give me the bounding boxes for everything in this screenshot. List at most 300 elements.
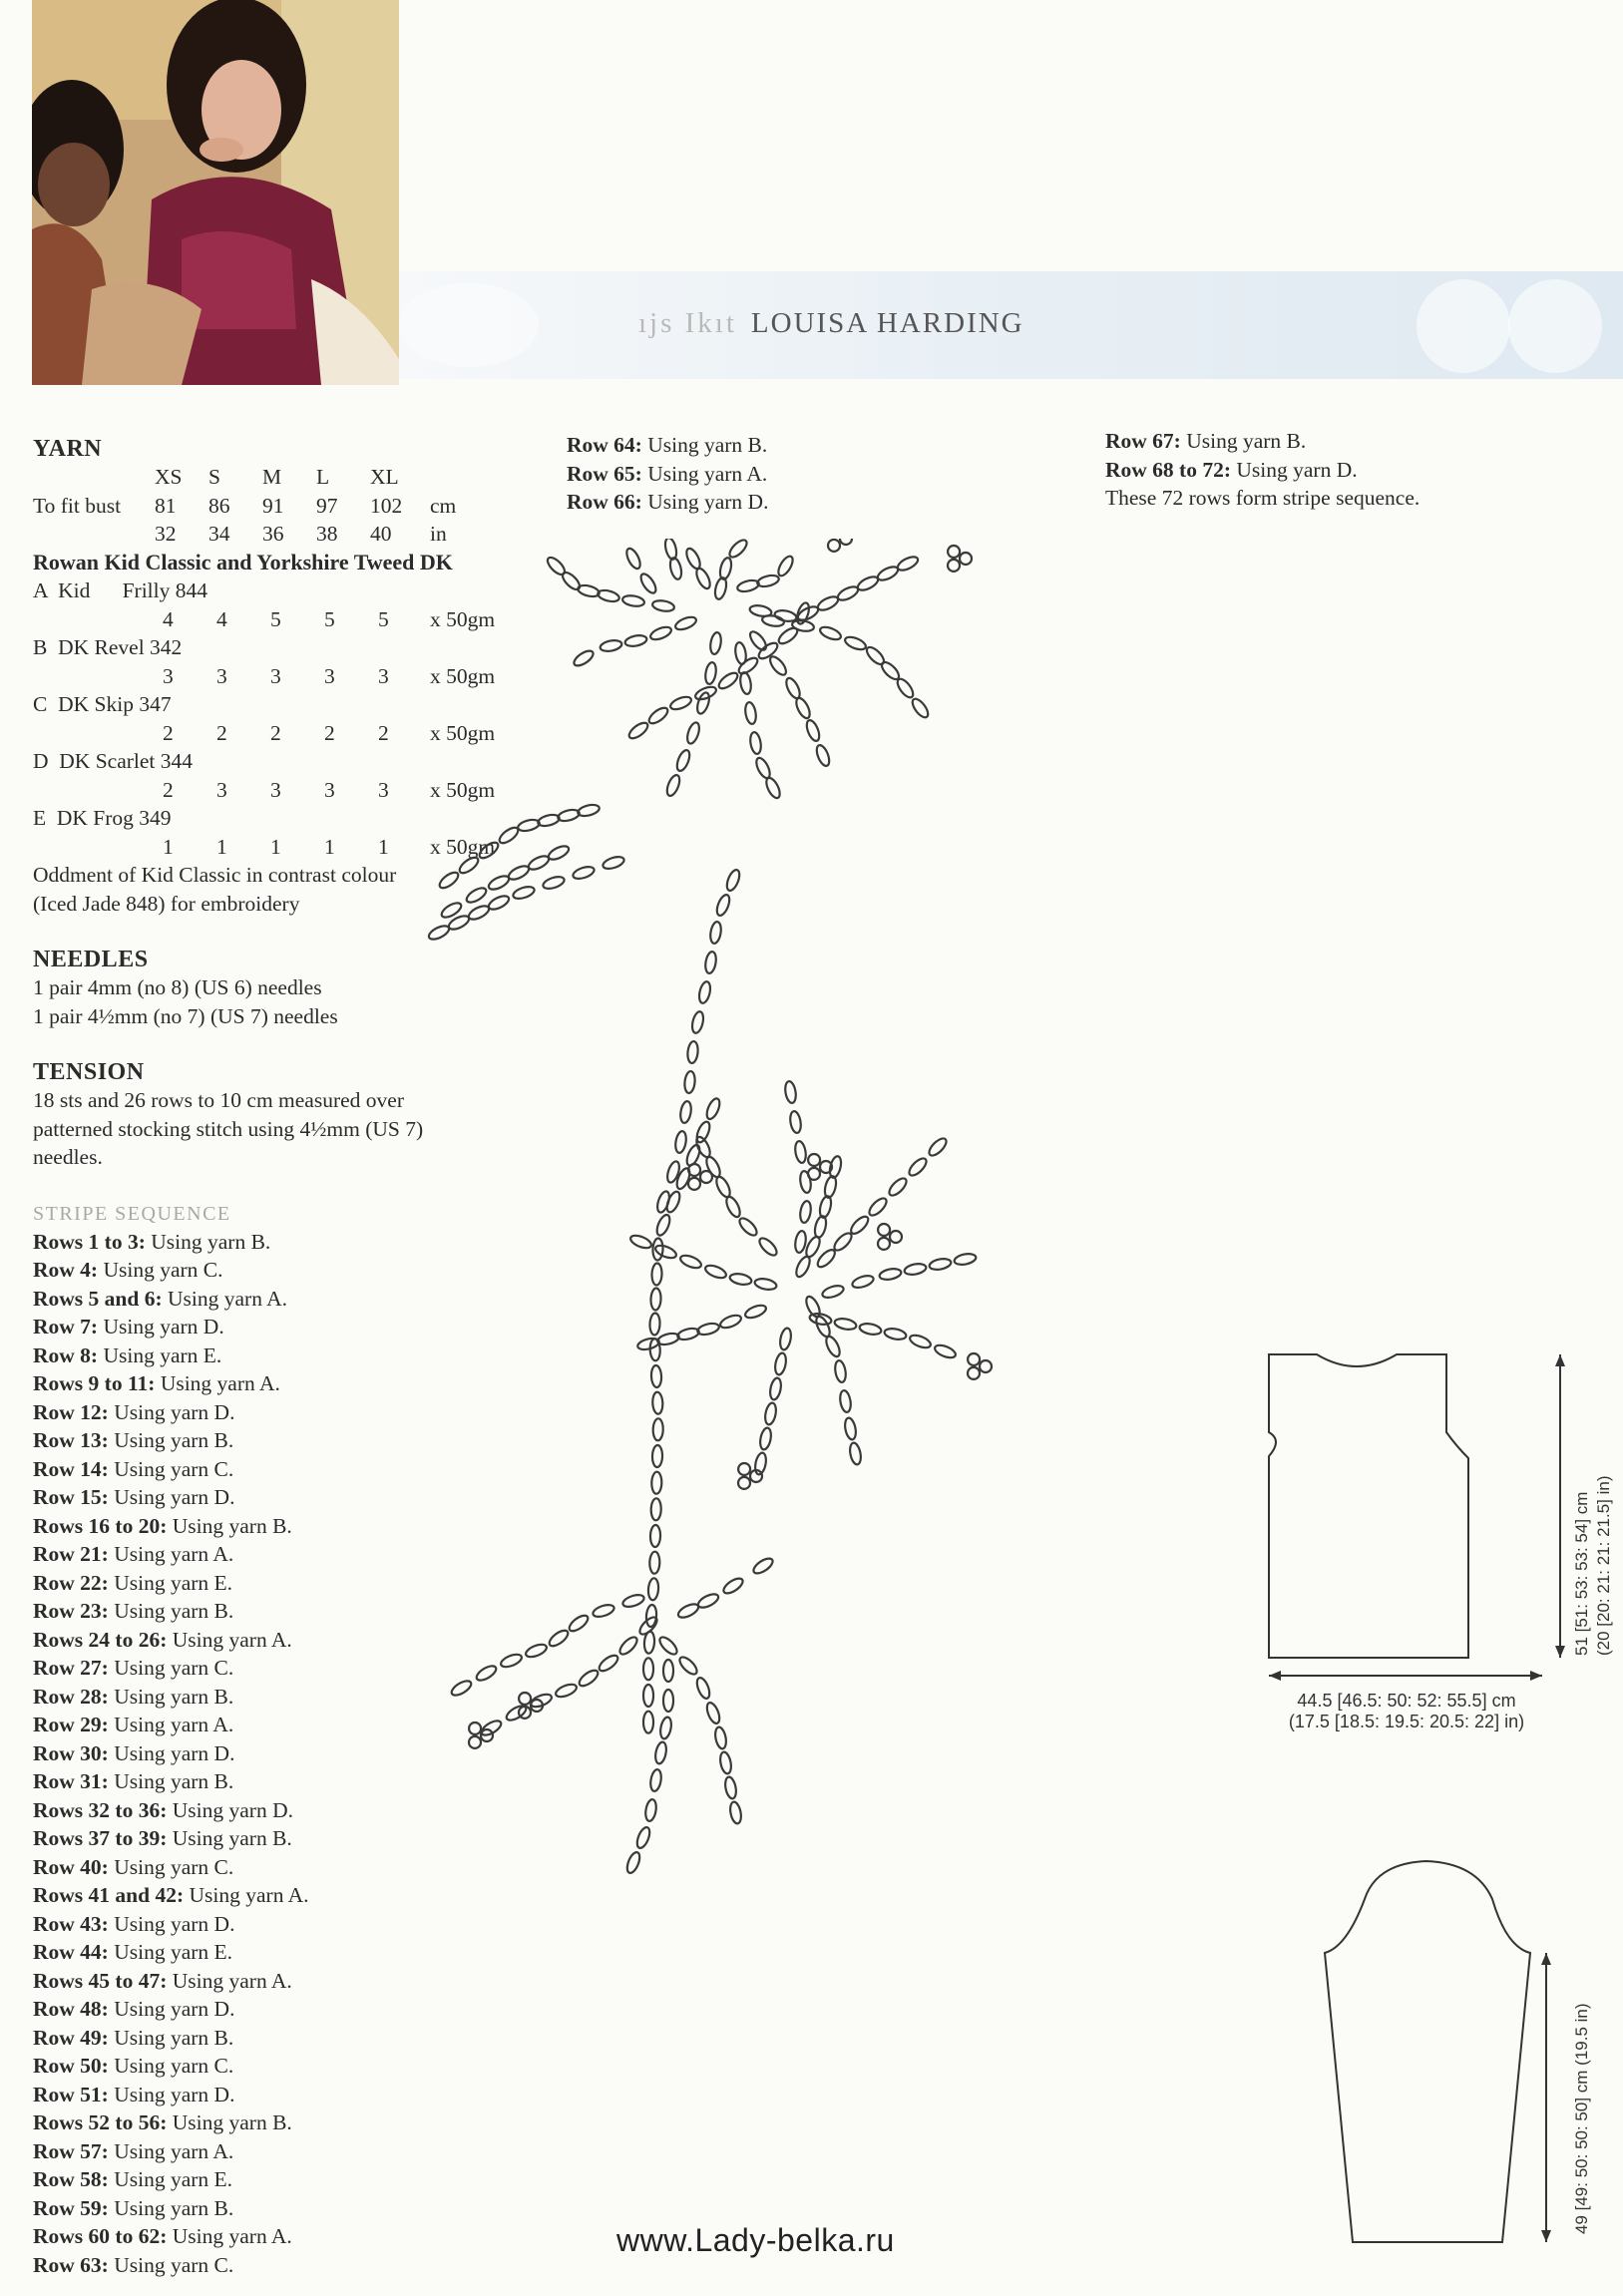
embroidery-stitch [816, 594, 840, 613]
embroidery-stitch [848, 1214, 871, 1237]
stripe-row-yarn: Using yarn B. [108, 1599, 234, 1623]
oddment-line: Oddment of Kid Classic in contrast colour [33, 863, 397, 887]
stripe-row-label: Row 50: [33, 2054, 109, 2078]
embroidery-stitch [737, 1216, 760, 1239]
embroidery-bud [469, 1722, 481, 1734]
body-height-cm: 51 [51: 53: 53: 54] cm [1572, 1491, 1591, 1656]
embroidery-stitch [651, 1472, 662, 1494]
embroidery-stitch [524, 1642, 548, 1659]
embroidery-stitch [547, 844, 571, 863]
embroidery-stitch [547, 1628, 571, 1649]
stripe-row-yarn: Using yarn B. [108, 2025, 234, 2050]
bust-cm-row [33, 492, 532, 521]
embroidery-stitch [927, 1136, 950, 1159]
needles-line: 1 pair 4½mm (no 7) (US 7) needles [33, 1003, 338, 1028]
stripe-row-yarn: Using yarn A. [108, 1713, 234, 1736]
stripe-row [33, 2251, 532, 2280]
embroidery-stitch [757, 1236, 780, 1259]
stripe-row-yarn: Using yarn A. [641, 461, 768, 486]
stripe-row-yarn: Using yarn B. [167, 2110, 292, 2134]
yarn-heading: YARN [33, 436, 103, 462]
tension-line: patterned stocking stitch using 4½mm (US 7) [33, 1116, 424, 1141]
yarn-quantity: 3 [163, 663, 174, 688]
embroidery-stitch [653, 1243, 677, 1260]
stripe-row [1105, 456, 1420, 485]
embroidery-stitch [664, 1190, 682, 1214]
stripe-row-yarn: Using yarn C. [108, 2252, 234, 2277]
yarn-quantity: 3 [216, 663, 227, 688]
designer-title [638, 307, 1024, 340]
stripe-summary: These 72 rows form stripe sequence. [1105, 486, 1420, 510]
stripe-row-label: Row 40: [33, 1854, 109, 1879]
stripe-row-yarn: Using yarn A. [108, 1542, 234, 1566]
embroidery-stitch [649, 1313, 660, 1335]
embroidery-stitch [784, 676, 803, 700]
stripe-row-label: Row 23: [33, 1599, 109, 1623]
yarn-unit: x 50gm [430, 663, 496, 688]
embroidery-stitch [768, 1377, 782, 1401]
stripe-row-yarn: Using yarn D. [108, 1997, 235, 2021]
stripe-row-yarn: Using yarn E. [108, 1940, 233, 1964]
body-width-in: (17.5 [18.5: 19.5: 20.5: 22] in) [1288, 1712, 1525, 1731]
embroidery-stitch [624, 633, 648, 647]
embroidery-stitch [704, 1701, 721, 1724]
stripe-row-yarn: Using yarn A. [167, 1968, 292, 1993]
embroidery-stitch [678, 1253, 702, 1270]
embroidery-stitch [467, 904, 491, 923]
stripe-row-label: Row 21: [33, 1542, 109, 1566]
stripe-row-label: Row 15: [33, 1485, 109, 1509]
embroidery-stitch [818, 1195, 833, 1219]
embroidery-stitch [799, 1200, 812, 1223]
embroidery-stitch [709, 921, 722, 944]
stripe-row-label: Row 57: [33, 2138, 109, 2163]
embroidery-stitch [904, 1262, 928, 1276]
oddment-line: (Iced Jade 848) for embroidery [33, 891, 300, 916]
embroidery-stitch [643, 1658, 653, 1680]
embroidery-stitch [839, 1389, 852, 1412]
stripe-rows-mid [567, 431, 768, 517]
embroidery-stitch [729, 1272, 753, 1286]
yarn-quantity: 1 [324, 834, 335, 859]
embroidery-stitch [910, 696, 931, 720]
embroidery-stitch [739, 671, 752, 694]
embroidery-stitch [804, 718, 821, 742]
embroidery-stitch [694, 1676, 711, 1700]
embroidery-bud [469, 1736, 481, 1748]
embroidery-stitch [843, 1417, 857, 1441]
embroidery-stitch [572, 648, 596, 669]
size-label: S [208, 465, 220, 489]
embroidery-stitch [597, 1653, 620, 1674]
embroidery-stitch [487, 874, 511, 893]
stripe-row-yarn: Using yarn B. [108, 1684, 234, 1709]
embroidery-stitch [832, 1231, 855, 1254]
embroidery-stitch [644, 1798, 657, 1821]
model-photo [32, 0, 399, 385]
site-footer-url[interactable]: www.Lady-belka.ru [616, 2222, 895, 2258]
yarn-quantity: 2 [270, 720, 281, 745]
embroidery-stitch [859, 1322, 883, 1336]
embroidery-stitch [821, 1284, 845, 1300]
embroidery-stitch [718, 1313, 742, 1330]
yarn-quantity: 3 [324, 663, 335, 688]
yarn-quantity: 1 [163, 834, 174, 859]
embroidery-stitch [773, 1352, 787, 1376]
embroidery-stitch [694, 1135, 713, 1159]
embroidery-stitch [876, 565, 900, 583]
embroidery-stitch [813, 1215, 828, 1239]
embroidery-bud [738, 1477, 750, 1489]
embroidery-stitch [879, 1267, 903, 1281]
bust-value: 36 [262, 522, 284, 546]
embroidery-stitch [696, 1592, 720, 1611]
embroidery-stitch [734, 641, 747, 664]
stripe-row-label: Row 65: [567, 461, 642, 486]
body-width-label [1257, 1691, 1556, 1732]
embroidery-stitch [836, 584, 860, 603]
embroidery-stitch [464, 886, 488, 906]
yarn-colour-label: B DK Revel 342 [33, 635, 183, 659]
stripe-row-label: Row 66: [567, 490, 642, 514]
stripe-row-label: Row 27: [33, 1656, 109, 1680]
stripe-row-label: Row 8: [33, 1342, 99, 1367]
embroidery-stitch [643, 1712, 653, 1733]
stripe-row-yarn: Using yarn E. [108, 2167, 233, 2191]
embroidery-stitch [778, 1328, 792, 1351]
embroidery-stitch [487, 894, 511, 913]
stripe-row-label: Rows 37 to 39: [33, 1826, 168, 1850]
embroidery-stitch [477, 840, 501, 861]
embroidery-stitch [884, 1327, 908, 1340]
embroidery-stitch [572, 865, 596, 881]
embroidery-stitch [652, 1238, 663, 1260]
bust-value: 102 [370, 493, 403, 518]
embroidery-stitch [679, 1100, 692, 1123]
stripe-row-label: Row 64: [567, 433, 642, 457]
yarn-colour-label: A Kid Frilly 844 [33, 578, 208, 602]
embroidery-bud [828, 540, 840, 552]
embroidery-stitch [643, 1685, 653, 1707]
embroidery-stitch [527, 854, 551, 873]
embroidery-stitch [668, 694, 692, 711]
embroidery-stitch [828, 1155, 843, 1179]
embroidery-stitch [789, 1110, 802, 1133]
embroidery-stitch [647, 1578, 659, 1601]
yarn-colour-label: E DK Frog 349 [33, 806, 172, 830]
embroidery-bud [980, 1360, 992, 1372]
stripe-row-yarn: Using yarn D. [108, 1399, 235, 1424]
embroidery-bud [700, 1171, 712, 1183]
yarn-unit: x 50gm [430, 834, 496, 859]
bust-unit: in [430, 522, 447, 546]
yarn-unit: x 50gm [430, 606, 496, 631]
embroidery-stitch [676, 1602, 700, 1621]
stripe-row-label: Rows 41 and 42: [33, 1883, 185, 1907]
embroidery-stitch [545, 555, 568, 577]
embroidery-stitch [684, 547, 703, 571]
yarn-colour-label: C DK Skip 347 [33, 692, 172, 716]
embroidery-stitch [704, 951, 717, 973]
yarn-quantity: 1 [216, 834, 227, 859]
stripe-row [33, 2222, 532, 2251]
embroidery-stitch [736, 655, 760, 676]
yarn-quantity: 2 [163, 777, 174, 802]
bust-unit: cm [430, 493, 457, 518]
embroidery-stitch [929, 1257, 953, 1271]
yarn-quantity: 2 [163, 720, 174, 745]
stripe-row-yarn: Using yarn A. [167, 2224, 292, 2248]
size-label: M [262, 465, 282, 489]
embroidery-stitch [567, 1613, 591, 1634]
stripe-row-yarn: Using yarn B. [167, 1513, 292, 1538]
body-width-cm: 44.5 [46.5: 50: 52: 55.5] cm [1297, 1691, 1516, 1711]
yarn-quantity: 5 [378, 606, 389, 631]
embroidery-stitch [557, 808, 581, 823]
stripe-row-label: Rows 5 and 6: [33, 1286, 163, 1311]
embroidery-stitch [954, 1252, 978, 1266]
embroidery-stitch [654, 1213, 672, 1237]
embroidery-stitch [695, 691, 711, 715]
bust-value: 40 [370, 522, 392, 546]
embroidery-stitch [537, 813, 561, 828]
embroidery-stitch [794, 696, 813, 720]
embroidery-stitch [677, 1655, 700, 1678]
stripe-row-label: Row 30: [33, 1740, 109, 1765]
embroidery-stitch [697, 980, 712, 1004]
embroidery-stitch [646, 705, 670, 726]
stripe-row-label: Row 28: [33, 1684, 109, 1709]
yarn-quantity: 2 [324, 720, 335, 745]
bust-label: To fit bust [33, 493, 122, 518]
embroidery-stitch [668, 557, 683, 580]
stripe-row-label: Row 44: [33, 1940, 109, 1964]
stripe-rows-right [1105, 427, 1420, 513]
size-label: XL [370, 465, 399, 489]
embroidery-stitch [718, 1751, 732, 1775]
stripe-row-label: Rows 16 to 20: [33, 1513, 168, 1538]
stripe-row-label: Rows 52 to 56: [33, 2110, 168, 2134]
embroidery-stitch [674, 748, 691, 772]
embroidery-stitch [621, 594, 644, 607]
embroidery-stitch [794, 1140, 807, 1163]
embroidery-stitch [577, 1668, 601, 1689]
stripe-row-yarn: Using yarn E. [98, 1342, 222, 1367]
stripe-row-yarn: Using yarn B. [145, 1229, 271, 1254]
yarn-unit: x 50gm [430, 720, 496, 745]
stripe-row-yarn: Using yarn A. [108, 2138, 234, 2163]
stripe-row-yarn: Using yarn C. [108, 1854, 234, 1879]
size-label: L [316, 465, 330, 489]
embroidery-stitch [815, 1247, 838, 1270]
yarn-quantity: 5 [270, 606, 281, 631]
sleeve-schematic [1317, 1855, 1556, 2254]
embroidery-bud [519, 1693, 531, 1705]
embroidery-stitch [814, 743, 831, 767]
size-label: XS [155, 465, 183, 489]
embroidery-bud [808, 1168, 820, 1180]
embroidery-stitch [499, 1652, 523, 1669]
embroidery-stitch [517, 818, 541, 833]
embroidery-stitch [704, 1097, 722, 1121]
embroidery-stitch [714, 1175, 733, 1199]
stripe-row-label: Row 14: [33, 1456, 109, 1481]
stripe-row-yarn: Using yarn B. [108, 1769, 234, 1793]
yarn-quantity: 3 [378, 663, 389, 688]
embroidery-stitch [656, 1332, 680, 1346]
embroidery-stitch [650, 1525, 661, 1547]
embroidery-bud [890, 1231, 902, 1243]
stripe-row-yarn: Using yarn A. [184, 1883, 309, 1907]
embroidery-stitch [728, 1801, 742, 1825]
stripe-row-yarn: Using yarn E. [108, 1570, 233, 1595]
embroidery-stitch [497, 825, 521, 846]
yarn-quantity: 4 [216, 606, 227, 631]
embroidery-stitch [652, 1391, 663, 1413]
stripe-row-label: Row 51: [33, 2082, 109, 2106]
embroidery-stitch [663, 1660, 673, 1682]
embroidery-stitch [794, 1230, 807, 1253]
embroidery-stitch [907, 1156, 930, 1179]
embroidery-stitch [457, 855, 481, 876]
embroidery-bud [968, 1367, 980, 1379]
embroidery-stitch [736, 578, 760, 593]
stripe-row-yarn: Using yarn B. [641, 433, 768, 457]
yarn-quantity: 2 [378, 720, 389, 745]
embroidery-stitch [804, 1295, 823, 1319]
stripe-row-yarn: Using yarn D. [167, 1797, 293, 1822]
embroidery-stitch [638, 572, 659, 595]
sleeve-height-label: 49 [49: 50: 50: 50] cm (19.5 in) [1572, 2003, 1591, 2234]
body-height-in: (20 [20: 21: 21: 21.5] in) [1594, 1475, 1613, 1656]
embroidery-stitch [758, 1427, 772, 1451]
bust-value: 32 [155, 522, 177, 546]
embroidery-stitch [848, 1442, 862, 1466]
embroidery-stitch [657, 1635, 680, 1658]
embroidery-stitch [799, 1170, 812, 1193]
embroidery-stitch [751, 1556, 775, 1577]
stripe-row-label: Row 22: [33, 1570, 109, 1595]
stripe-row-yarn: Using yarn D. [108, 1911, 235, 1936]
embroidery-stitch [763, 1402, 777, 1426]
embroidery-stitch [704, 661, 717, 684]
stripe-row-yarn: Using yarn D. [108, 2082, 235, 2106]
embroidery-stitch [703, 1263, 727, 1280]
embroidery-stitch [683, 1071, 695, 1094]
size-row [33, 463, 532, 492]
embroidery-stitch [704, 1155, 723, 1179]
embroidery-stitch [602, 855, 625, 871]
stripe-row-label: Row 7: [33, 1315, 99, 1339]
embroidery-stitch [626, 720, 650, 741]
embroidery-stitch [649, 1768, 662, 1791]
bust-value: 91 [262, 493, 284, 518]
stripe-row-yarn: Using yarn A. [167, 1627, 292, 1652]
embroidery-stitch [794, 1255, 813, 1279]
tension-line: 18 sts and 26 rows to 10 cm measured over [33, 1088, 404, 1112]
embroidery-stitch [673, 614, 697, 631]
embroidery-stitch [856, 574, 880, 593]
embroidery-stitch [427, 924, 451, 943]
embroidery-stitch [823, 1175, 838, 1199]
embroidery-bud [968, 1353, 980, 1365]
stripe-row-label: Row 59: [33, 2195, 109, 2220]
tension-heading: TENSION [33, 1059, 145, 1085]
stripe-row-yarn: Using yarn C. [108, 1656, 234, 1680]
embroidery-stitch [754, 756, 773, 780]
designer-name: LOUISA HARDING [750, 307, 1024, 339]
bust-value: 34 [208, 522, 230, 546]
embroidery-stitch [824, 1335, 843, 1358]
embroidery-bud [688, 1178, 700, 1190]
embroidery-stitch [709, 631, 722, 654]
embroidery-stitch [743, 1303, 767, 1320]
embroidery-bud [878, 1224, 890, 1236]
embroidery-stitch [686, 1041, 698, 1064]
embroidery-stitch [834, 1317, 858, 1331]
yarn-quantity: 5 [324, 606, 335, 631]
stripe-row [567, 431, 768, 460]
embroidery-stitch [776, 554, 796, 577]
stripe-row [567, 488, 768, 517]
embroidery-stitch [727, 539, 750, 560]
embroidery-stitch [665, 1160, 681, 1184]
embroidery-stitch [652, 1445, 663, 1467]
embroidery-stitch [767, 654, 789, 677]
embroidery-stitch [895, 676, 916, 700]
embroidery-stitch [624, 547, 643, 571]
embroidery-stitch [749, 731, 762, 754]
stripe-heading: STRIPE SEQUENCE [33, 1202, 231, 1225]
embroidery-bud [840, 539, 852, 545]
embroidery-bud [948, 560, 960, 572]
bust-value: 81 [155, 493, 177, 518]
embroidery-bud [808, 1154, 820, 1166]
embroidery-stitch [756, 574, 780, 588]
stripe-row-label: Rows 24 to 26: [33, 1627, 168, 1652]
stripe-row-label: Rows 60 to 62: [33, 2224, 168, 2248]
embroidery-stitch [653, 1741, 667, 1765]
embroidery-stitch [867, 1196, 890, 1219]
stripe-row-yarn: Using yarn B. [1180, 429, 1307, 453]
yarn-quantity: 1 [378, 834, 389, 859]
embroidery-stitch [843, 634, 867, 651]
embroidery-stitch [479, 1719, 503, 1738]
embroidery-stitch [724, 868, 741, 892]
tension-line: needles. [33, 1145, 103, 1169]
stripe-row-yarn: Using yarn B. [108, 2195, 234, 2220]
embroidery-stitch [754, 1277, 778, 1291]
embroidery-stitch [624, 1850, 641, 1874]
embroidery-stitch [628, 1233, 652, 1250]
embroidery-stitch [713, 1726, 727, 1750]
embroidery-bud [960, 553, 972, 565]
embroidery-stitch [784, 1080, 797, 1103]
embroidery-stitch [851, 1274, 875, 1290]
embroidery-stitch [908, 1333, 932, 1349]
embroidery-stitch [764, 776, 783, 800]
stripe-row-label: Row 4: [33, 1258, 99, 1282]
stripe-row-yarn: Using yarn B. [167, 1826, 292, 1850]
embroidery-stitch [650, 1365, 661, 1387]
stripe-row-label: Rows 1 to 3: [33, 1229, 146, 1254]
bust-value: 97 [316, 493, 338, 518]
yarn-colour-label: D DK Scarlet 344 [33, 749, 194, 773]
stripe-row-label: Row 49: [33, 2025, 109, 2050]
embroidery-stitch [791, 619, 814, 632]
embroidery-stitch [721, 1576, 745, 1597]
embroidery-stitch [716, 670, 740, 691]
